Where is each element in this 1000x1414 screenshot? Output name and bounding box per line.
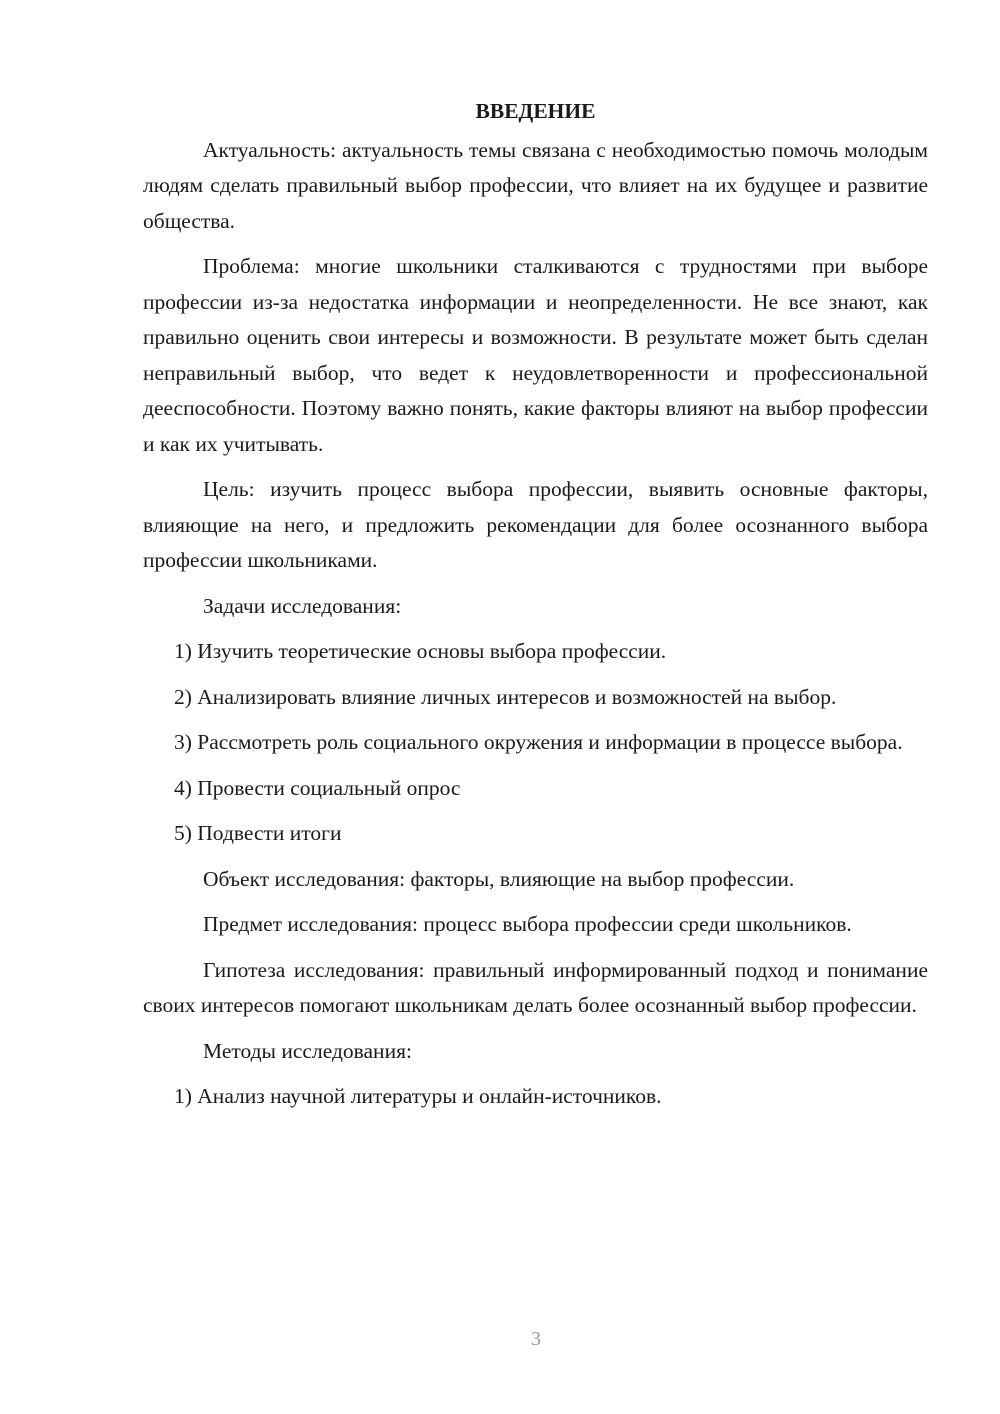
methods-heading: Методы исследования: (203, 1038, 412, 1063)
document-page (143, 94, 928, 1125)
task-item: 5) Подвести итоги (174, 821, 342, 845)
task-item: 3) Рассмотреть роль социального окружения и информации в процессе выбора. (174, 730, 903, 754)
problem-paragraph: Проблема: многие школьники сталкиваются с трудностями при выборе профессии из-за недостатка информации и неопределенности. Не все знают, как правильно оценить свои интересы и возможности. В результате может быть сделан неправильный выбор, что ведет к неудовлетворенности и профессиональной дееспособности. Поэтому важно понять, какие факторы влияют на выбор профессии и как их учитывать. (143, 254, 928, 456)
task-item: 2) Анализировать влияние личных интересов и возможностей на выбор. (174, 684, 837, 709)
hypothesis-paragraph: Гипотеза исследования: правильный информированный подход и понимание своих интересов помогают школьникам делать более осознанный выбор профессии. (143, 957, 928, 1017)
subject-paragraph: Предмет исследования: процесс выбора профессии среди школьников. (203, 912, 852, 936)
goal-paragraph: Цель: изучить процесс выбора профессии, выявить основные факторы, влияющие на него, и предложить рекомендации для более осознанного выбора профессии школьниками. (143, 477, 928, 572)
relevance-paragraph: Актуальность: актуальность темы связана с необходимостью помочь молодым людям сделать правильный выбор профессии, что влияет на их будущее и развитие общества. (143, 137, 928, 233)
tasks-heading: Задачи исследования: (203, 593, 402, 618)
section-title: ВВЕДЕНИЕ (475, 99, 596, 123)
task-item: 1) Изучить теоретические основы выбора профессии. (174, 639, 667, 663)
method-item: 1) Анализ научной литературы и онлайн-источников. (174, 1084, 662, 1108)
task-item: 4) Провести социальный опрос (174, 775, 461, 800)
page-number: 3 (531, 1328, 541, 1350)
object-paragraph: Объект исследования: факторы, влияющие на выбор профессии. (203, 866, 795, 891)
